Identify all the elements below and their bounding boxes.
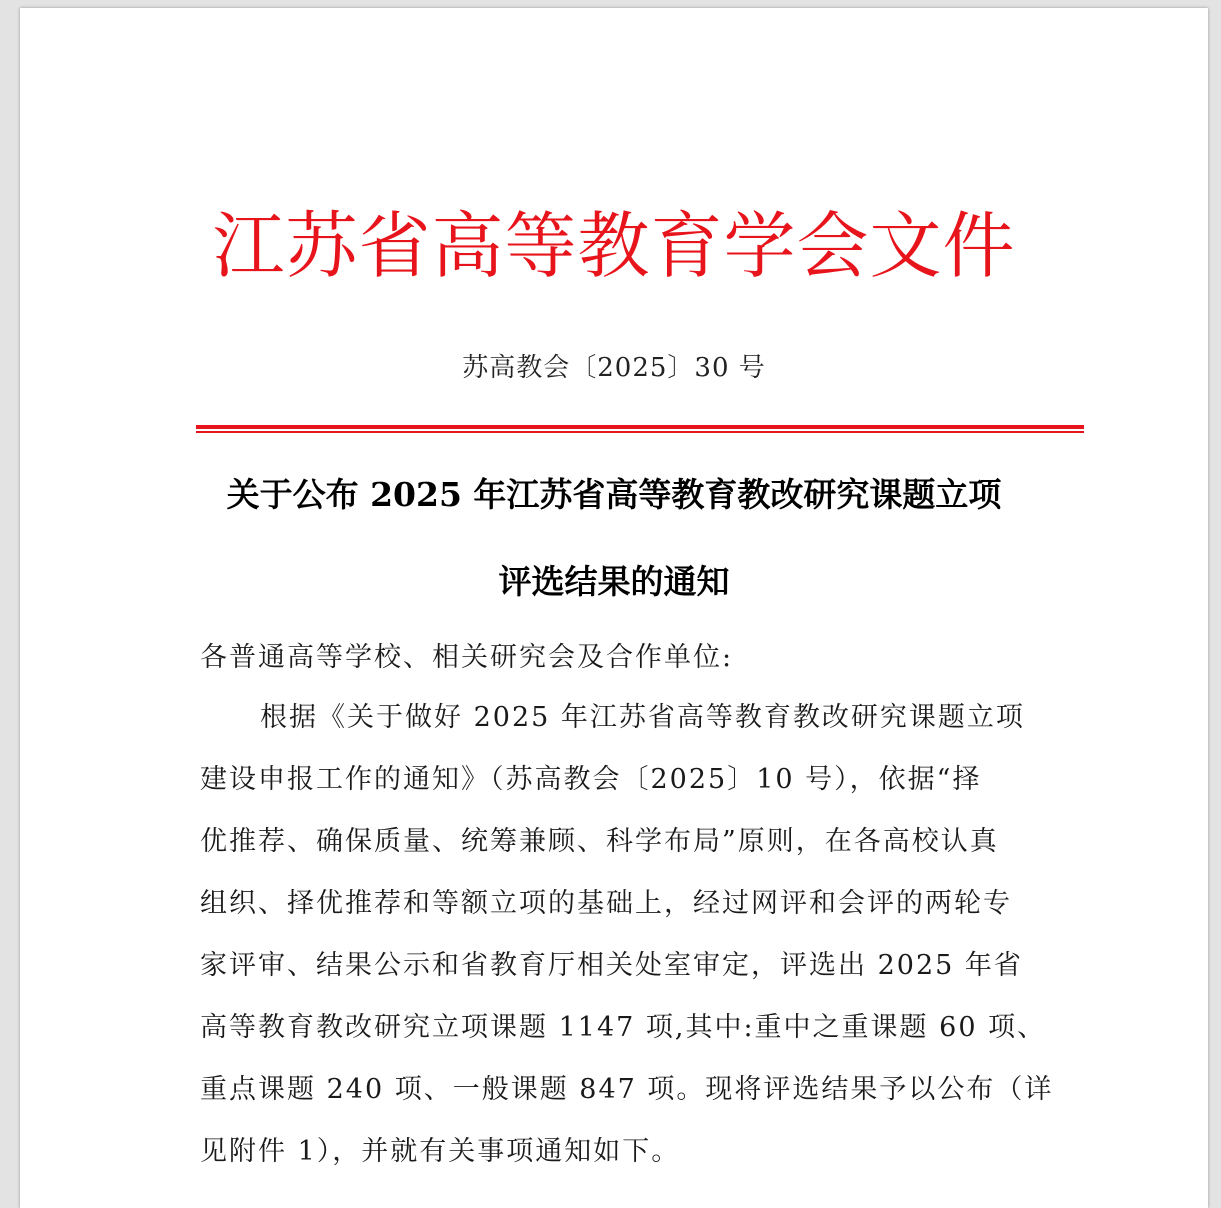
org-header-title: 江苏省高等教育学会文件 [212, 204, 1016, 288]
paragraph-line: 见附件 1），并就有关事项通知如下。 [200, 1136, 681, 1167]
red-divider-thin [196, 431, 1084, 433]
document-number: 苏高教会〔2025〕30 号 [462, 353, 766, 383]
document-page [20, 8, 1208, 1208]
paragraph-line: 建设申报工作的通知》（苏高教会〔2025〕10 号），依据“择 [200, 764, 982, 795]
paragraph-line: 重点课题 240 项、一般课题 847 项。现将评选结果予以公布（详 [200, 1074, 1054, 1105]
red-divider-thick [196, 425, 1084, 429]
notice-title-line-2: 评选结果的通知 [498, 562, 730, 601]
paragraph-line: 家评审、结果公示和省教育厅相关处室审定，评选出 2025 年省 [200, 950, 1023, 981]
paragraph-line: 根据《关于做好 2025 年江苏省高等教育教改研究课题立项 [260, 702, 1025, 733]
paragraph-line: 高等教育教改研究立项课题 1147 项,其中:重中之重课题 60 项、 [200, 1012, 1047, 1043]
salutation: 各普通高等学校、相关研究会及合作单位: [200, 642, 734, 673]
red-divider [196, 425, 1084, 434]
body-paragraph [200, 698, 1060, 1194]
notice-title-line-1: 关于公布 2025 年江苏省高等教育教改研究课题立项 [226, 475, 1002, 514]
paragraph-line: 组织、择优推荐和等额立项的基础上，经过网评和会评的两轮专 [200, 888, 1012, 919]
paragraph-line: 优推荐、确保质量、统筹兼顾、科学布局”原则，在各高校认真 [200, 826, 999, 857]
